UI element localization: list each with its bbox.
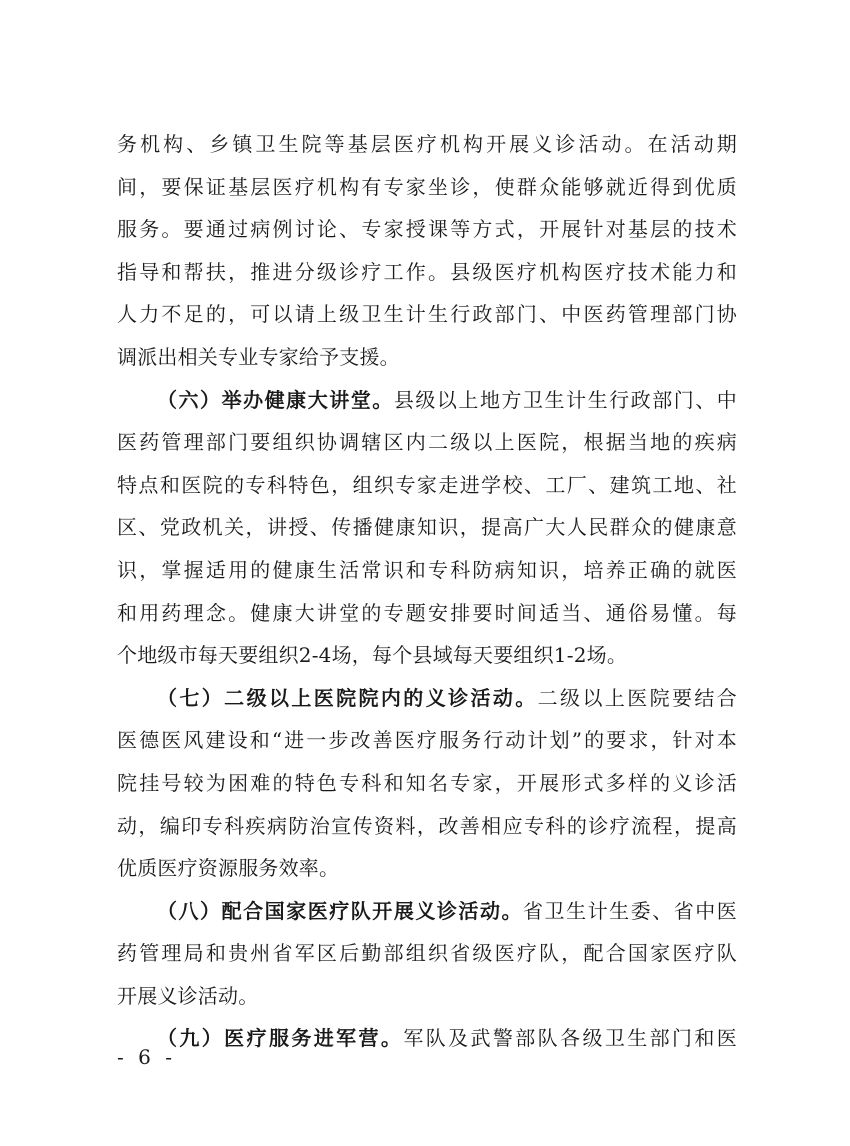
line-text: 人力不足的，可以请上级卫生计生行政部门、中医药管理部门协 [117,302,737,327]
line-text: 识，掌握适用的健康生活常识和专科防病知识，培养正确的就医 [117,557,737,582]
line-text: 和用药理念。健康大讲堂的专题安排要时间适当、通俗易懂。每 [117,600,737,625]
text-line [117,719,737,762]
text-line [117,166,737,209]
text-line [117,549,737,592]
line-text: 开展义诊活动。 [117,983,259,1008]
line-text: 二级以上医院要结合 [537,685,737,710]
line-text: 优质医疗资源服务效率。 [117,856,340,881]
line-text: 县级以上地方卫生计生行政部门、中 [393,387,737,412]
text-line [117,251,737,294]
line-text: 区、党政机关，讲授、传播健康知识，提高广大人民群众的健康意 [117,515,737,540]
section-heading-line [117,1017,737,1060]
text-line [117,592,737,635]
text-line [117,762,737,805]
text-line [117,208,737,251]
line-text: 医德医风建设和“进一步改善医疗服务行动计划”的要求，针对本 [117,728,737,753]
body-text [117,123,737,1060]
section-heading-7: （七）二级以上医院院内的义诊活动。 [157,685,538,710]
line-text: 省卫生计生委、省中医 [523,898,737,923]
section-heading-9: （九）医疗服务进军营。 [157,1026,404,1051]
line-text: 调派出相关专业专家给予支援。 [117,344,400,369]
line-text: 药管理局和贵州省军区后勤部组织省级医疗队，配合国家医疗队 [117,941,737,966]
text-line [117,421,737,464]
text-line [117,932,737,975]
text-line [117,464,737,507]
line-text: 务机构、乡镇卫生院等基层医疗机构开展义诊活动。在活动期 [117,132,737,156]
text-line [117,847,737,890]
line-text: 间，要保证基层医疗机构有专家坐诊，使群众能够就近得到优质 [117,174,737,199]
line-text: 指导和帮扶，推进分级诊疗工作。县级医疗机构医疗技术能力和 [117,259,737,284]
text-line [117,506,737,549]
line-text: 特点和医院的专科特色，组织专家走进学校、工厂、建筑工地、社 [117,472,737,497]
section-heading-line [117,379,737,422]
section-heading-line [117,890,737,933]
line-text: 军队及武警部队各级卫生部门和医 [403,1026,737,1051]
line-text: 院挂号较为困难的特色专科和知名专家，开展形式多样的义诊活 [117,770,737,795]
text-line [117,336,737,379]
line-text: 服务。要通过病例讨论、专家授课等方式，开展针对基层的技术 [117,217,737,242]
section-heading-6: （六）举办健康大讲堂。 [157,387,394,412]
text-line [117,975,737,1018]
section-heading-8: （八）配合国家医疗队开展义诊活动。 [157,898,524,923]
line-text: 医药管理部门要组织协调辖区内二级以上医院，根据当地的疾病 [117,430,737,455]
text-line [117,634,737,677]
text-line [117,805,737,848]
text-line [117,293,737,336]
page-number: - 6 - [117,1045,176,1069]
line-text: 个地级市每天要组织2-4场，每个县域每天要组织1-2场。 [117,643,628,668]
section-heading-line [117,677,737,720]
text-line [117,123,737,166]
line-text: 动，编印专科疾病防治宣传资料，改善相应专科的诊疗流程，提高 [117,813,737,838]
